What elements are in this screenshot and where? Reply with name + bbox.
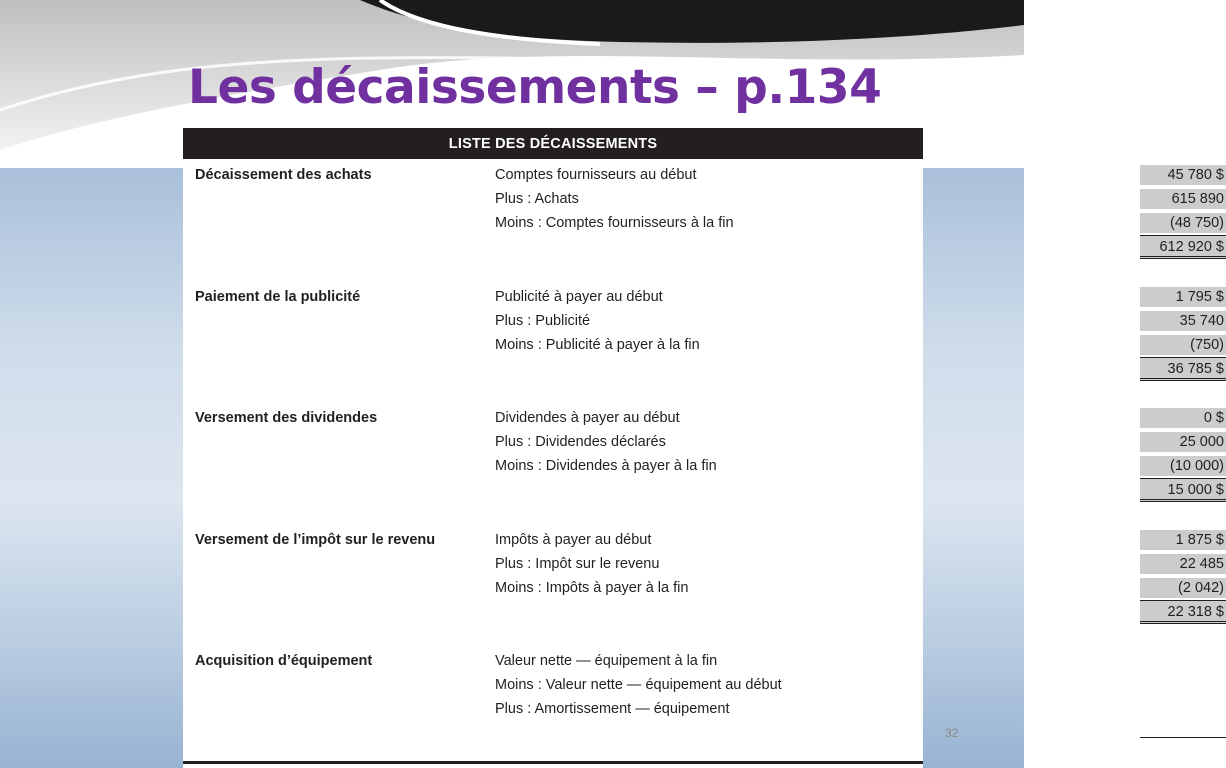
total-row [495,235,1224,259]
row-label: Valeur nette — équipement à la fin [495,653,718,669]
list-item [495,333,1224,357]
row-label: Comptes fournisseurs au début [495,167,697,183]
list-item [495,211,1224,235]
right-side-panel [923,168,1024,768]
section-label: Versement de l’impôt sur le revenu [195,531,436,548]
row-value: 22 485 [1140,554,1226,574]
row-value: (48 750) [1140,213,1226,233]
list-item [495,406,1224,430]
total-value: 22 318 $ [1140,600,1226,624]
row-value: (10 000) [1140,456,1226,476]
row-value: 1 875 $ [1140,530,1226,550]
list-item [495,285,1224,309]
row-value: 1 795 $ [1140,287,1226,307]
row-label: Plus : Amortissement — équipement [495,701,730,717]
row-label: Plus : Impôt sur le revenu [495,555,660,572]
row-value: 0 $ [1140,408,1226,428]
list-item [495,454,1224,478]
section-income-tax [183,524,1224,646]
row-label: Moins : Dividendes à payer à la fin [495,458,717,474]
page-number: 32 [945,726,959,740]
row-value: (750) [1140,335,1226,355]
row-value: 35 740 [1140,311,1226,331]
section-label: Versement des dividendes [195,410,378,426]
section-dividends [183,402,1224,524]
section-advertising [183,281,1224,403]
document-header: LISTE DES DÉCAISSEMENTS [183,128,923,159]
row-label: Moins : Valeur nette — équipement au début [495,677,782,693]
total-row [495,600,1224,624]
row-label: Publicité à payer au début [495,288,663,305]
section-equipment [183,645,923,767]
row-label: Plus : Achats [495,191,579,207]
list-item [495,528,1224,552]
slide-title: Les décaissements – p.134 [188,60,882,115]
list-item [495,163,1224,187]
row-label: Moins : Comptes fournisseurs à la fin [495,215,734,231]
row-value: 45 780 $ [1140,165,1226,185]
row-value: 615 890 [1140,189,1226,209]
total-value: 36 785 $ [1140,357,1226,381]
list-item [495,187,1224,211]
list-item [495,309,1224,333]
row-label: Impôts à payer au début [495,531,652,548]
list-item [495,697,923,721]
list-item [495,552,1224,576]
left-side-panel [0,168,183,768]
total-row [495,357,1224,381]
total-value: 612 920 $ [1140,235,1226,259]
section-label: Acquisition d’équipement [195,653,373,669]
row-value: (2 042) [1140,578,1226,598]
list-item [495,430,1224,454]
row-label: Plus : Dividendes déclarés [495,434,666,450]
row-label: Dividendes à payer au début [495,410,680,426]
section-label: Décaissement des achats [195,167,372,183]
list-item [495,673,923,697]
section-purchases [183,159,1224,281]
total-row [495,478,1224,502]
row-label: Plus : Publicité [495,312,591,329]
list-item [495,649,923,673]
section-label: Paiement de la publicité [195,288,361,305]
list-item [495,576,1224,600]
total-rule [1140,737,1226,738]
row-value: 25 000 [1140,432,1226,452]
row-label: Moins : Publicité à payer à la fin [495,336,700,353]
total-value: 15 000 $ [1140,478,1226,502]
row-label: Moins : Impôts à payer à la fin [495,579,689,596]
document-bottom-rule [183,761,923,764]
